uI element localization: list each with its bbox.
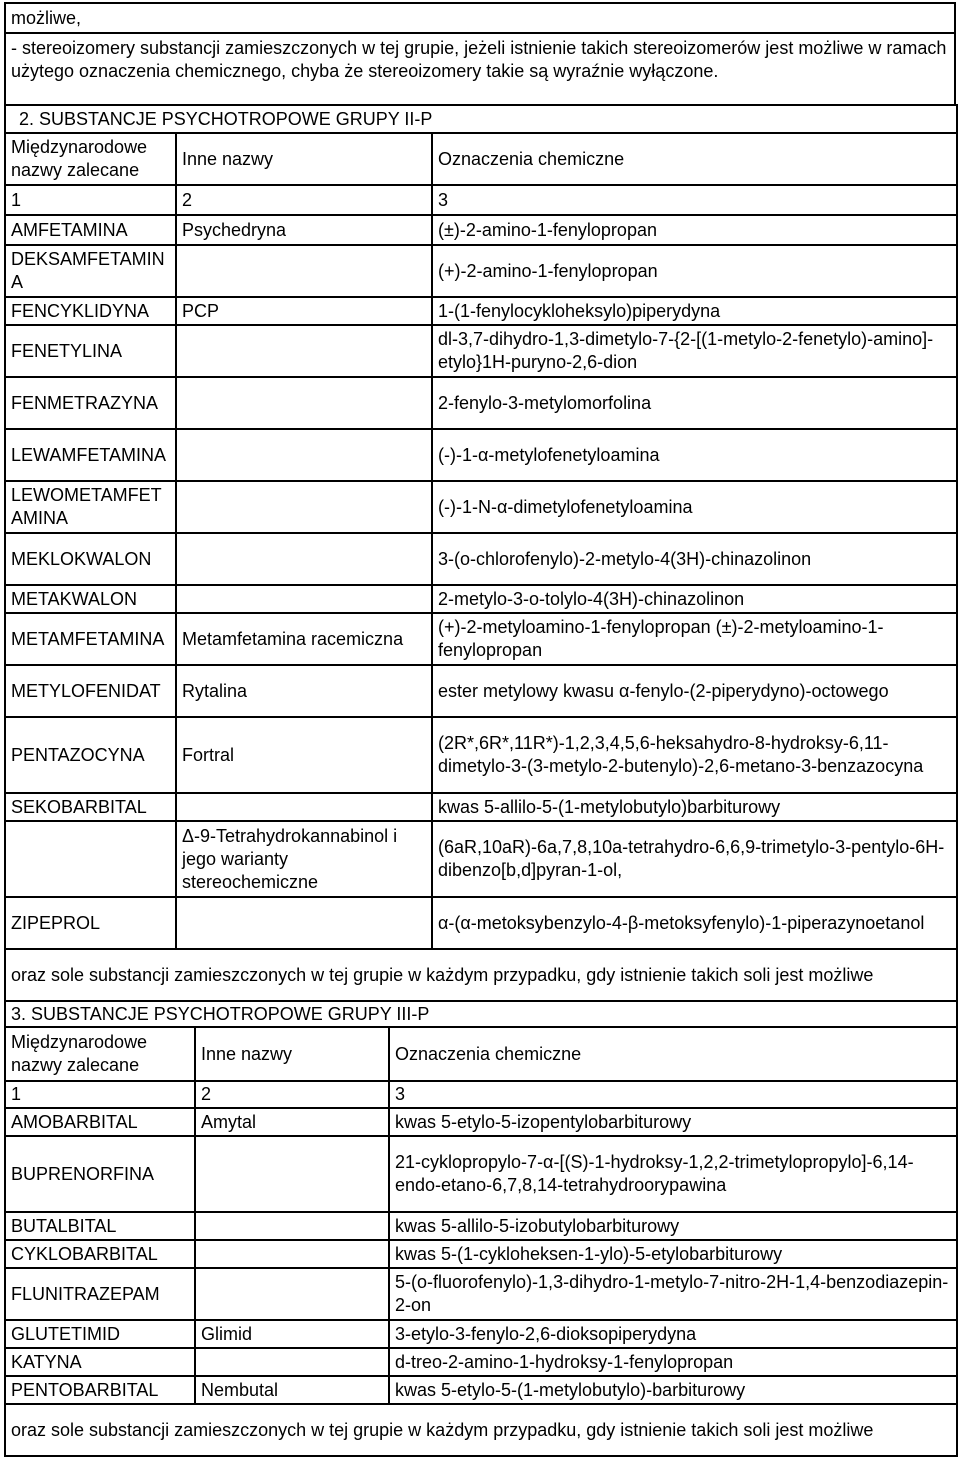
substance-name: PENTAZOCYNA (5, 717, 176, 793)
chemical-name: (-)-1-α-metylofenetyloamina (432, 429, 957, 481)
substance-name: DEKSAMFETAMINA (5, 245, 176, 297)
substance-name: LEWOMETAMFETAMINA (5, 481, 176, 533)
document-page (4, 2, 956, 1457)
other-name (195, 1348, 389, 1376)
group2-colnum-1: 1 (5, 185, 176, 215)
substance-name: METAMFETAMINA (5, 613, 176, 665)
group3-title: 3. SUBSTANCJE PSYCHOTROPOWE GRUPY III-P (5, 1001, 957, 1027)
group3-header-other: Inne nazwy (195, 1027, 389, 1081)
other-name (176, 793, 432, 821)
group2-header-names: Międzynarodowe nazwy zalecane (5, 133, 176, 185)
group3-table (4, 1000, 958, 1457)
table-row (5, 1376, 957, 1404)
group3-colnum-2: 2 (195, 1081, 389, 1108)
chemical-name: dl-3,7-dihydro-1,3-dimetylo-7-{2-[(1-metylo-2-fenetylo)-amino]-etylo}1H-puryno-2,6-dion (432, 325, 957, 377)
other-name: Rytalina (176, 665, 432, 717)
chemical-name: 1-(1-fenylocykloheksylo)piperydyna (432, 297, 957, 325)
substance-name: LEWAMFETAMINA (5, 429, 176, 481)
chemical-name: (+)-2-amino-1-fenylopropan (432, 245, 957, 297)
table-row (5, 377, 957, 429)
other-name (176, 429, 432, 481)
chemical-name: kwas 5-(1-cykloheksen-1-ylo)-5-etylobarbiturowy (389, 1240, 957, 1268)
other-name: PCP (176, 297, 432, 325)
substance-name: SEKOBARBITAL (5, 793, 176, 821)
other-name: Psychedryna (176, 215, 432, 245)
table-row (5, 1320, 957, 1348)
group3-colnum-1: 1 (5, 1081, 195, 1108)
other-name: Nembutal (195, 1376, 389, 1404)
chemical-name: ester metylowy kwasu α-fenylo-(2-piperydyno)-octowego (432, 665, 957, 717)
substance-name: BUPRENORFINA (5, 1136, 195, 1212)
substance-name: AMFETAMINA (5, 215, 176, 245)
chemical-name: (2R*,6R*,11R*)-1,2,3,4,5,6-heksahydro-8-hydroksy-6,11-dimetylo-3-(3-metylo-2-butenylo)-2,6-metano-3-benzazocyna (432, 717, 957, 793)
other-name (195, 1136, 389, 1212)
table-row (5, 215, 957, 245)
other-name (176, 377, 432, 429)
table-row (5, 533, 957, 585)
other-name (176, 533, 432, 585)
group3-footer: oraz sole substancji zamieszczonych w tej grupie w każdym przypadku, gdy istnienie takich soli jest możliwe (5, 1404, 957, 1456)
table-row (5, 1240, 957, 1268)
substance-name: FENCYKLIDYNA (5, 297, 176, 325)
substance-name: FLUNITRAZEPAM (5, 1268, 195, 1320)
substance-name: METYLOFENIDAT (5, 665, 176, 717)
substance-name: GLUTETIMID (5, 1320, 195, 1348)
group3-header-names: Międzynarodowe nazwy zalecane (5, 1027, 195, 1081)
table-row (5, 1348, 957, 1376)
table-row (5, 1268, 957, 1320)
table-row (5, 897, 957, 949)
substance-name: BUTALBITAL (5, 1212, 195, 1240)
other-name (176, 897, 432, 949)
table-row (5, 429, 957, 481)
table-row (5, 665, 957, 717)
table-row (5, 613, 957, 665)
intro-table (4, 2, 956, 106)
table-row (5, 1136, 957, 1212)
substance-name: MEKLOKWALON (5, 533, 176, 585)
other-name (176, 245, 432, 297)
other-name (195, 1268, 389, 1320)
chemical-name: (-)-1-N-α-dimetylofenetyloamina (432, 481, 957, 533)
table-row (5, 245, 957, 297)
other-name (176, 481, 432, 533)
substance-name: ZIPEPROL (5, 897, 176, 949)
substance-name: METAKWALON (5, 585, 176, 613)
group2-colnum-2: 2 (176, 185, 432, 215)
chemical-name: kwas 5-etylo-5-(1-metylobutylo)-barbiturowy (389, 1376, 957, 1404)
table-row (5, 297, 957, 325)
substance-name: KATYNA (5, 1348, 195, 1376)
table-row (5, 1212, 957, 1240)
chemical-name: 2-metylo-3-o-tolylo-4(3H)-chinazolinon (432, 585, 957, 613)
other-name: Glimid (195, 1320, 389, 1348)
substance-name: AMOBARBITAL (5, 1108, 195, 1136)
other-name: Amytal (195, 1108, 389, 1136)
chemical-name: α-(α-metoksybenzylo-4-β-metoksyfenylo)-1-piperazynoetanol (432, 897, 957, 949)
chemical-name: (+)-2-metyloamino-1-fenylopropan (±)-2-metyloamino-1-fenylopropan (432, 613, 957, 665)
group2-header-other: Inne nazwy (176, 133, 432, 185)
other-name (195, 1212, 389, 1240)
group2-table (4, 104, 958, 1002)
group3-colnum-3: 3 (389, 1081, 957, 1108)
other-name (176, 585, 432, 613)
table-row (5, 717, 957, 793)
intro-line: możliwe, (5, 3, 955, 33)
chemical-name: d-treo-2-amino-1-hydroksy-1-fenylopropan (389, 1348, 957, 1376)
other-name: Δ-9-Tetrahydrokannabinol i jego warianty stereochemiczne (176, 821, 432, 897)
table-row (5, 481, 957, 533)
table-row (5, 325, 957, 377)
substance-name: CYKLOBARBITAL (5, 1240, 195, 1268)
substance-name: FENMETRAZYNA (5, 377, 176, 429)
chemical-name: kwas 5-allilo-5-(1-metylobutylo)barbiturowy (432, 793, 957, 821)
group3-header-chem: Oznaczenia chemiczne (389, 1027, 957, 1081)
chemical-name: 5-(o-fluorofenylo)-1,3-dihydro-1-metylo-7-nitro-2H-1,4-benzodiazepin-2-on (389, 1268, 957, 1320)
table-row (5, 1108, 957, 1136)
substance-name (5, 821, 176, 897)
other-name (176, 325, 432, 377)
table-row (5, 821, 957, 897)
chemical-name: (6aR,10aR)-6a,7,8,10a-tetrahydro-6,6,9-trimetylo-3-pentylo-6H-dibenzo[b,d]pyran-1-ol, (432, 821, 957, 897)
other-name: Fortral (176, 717, 432, 793)
group2-footer: oraz sole substancji zamieszczonych w tej grupie w każdym przypadku, gdy istnienie takich soli jest możliwe (5, 949, 957, 1001)
substance-name: FENETYLINA (5, 325, 176, 377)
table-row (5, 793, 957, 821)
other-name: Metamfetamina racemiczna (176, 613, 432, 665)
chemical-name: kwas 5-allilo-5-izobutylobarbiturowy (389, 1212, 957, 1240)
chemical-name: (±)-2-amino-1-fenylopropan (432, 215, 957, 245)
chemical-name: 2-fenylo-3-metylomorfolina (432, 377, 957, 429)
intro-paragraph: - stereoizomery substancji zamieszczonych w tej grupie, jeżeli istnienie takich stereoizomerów jest możliwe w ramach użytego oznaczenia chemicznego, chyba że stereoizomery takie są wyraźnie wyłączone. (5, 33, 955, 105)
substance-name: PENTOBARBITAL (5, 1376, 195, 1404)
other-name (195, 1240, 389, 1268)
group2-title: 2. SUBSTANCJE PSYCHOTROPOWE GRUPY II-P (5, 105, 957, 133)
chemical-name: 3-etylo-3-fenylo-2,6-dioksopiperydyna (389, 1320, 957, 1348)
group2-colnum-3: 3 (432, 185, 957, 215)
table-row (5, 585, 957, 613)
chemical-name: kwas 5-etylo-5-izopentylobarbiturowy (389, 1108, 957, 1136)
group2-header-chem: Oznaczenia chemiczne (432, 133, 957, 185)
chemical-name: 21-cyklopropylo-7-α-[(S)-1-hydroksy-1,2,2-trimetylopropylo]-6,14-endo-etano-6,7,8,14-tetrahydroorypawina (389, 1136, 957, 1212)
chemical-name: 3-(o-chlorofenylo)-2-metylo-4(3H)-chinazolinon (432, 533, 957, 585)
